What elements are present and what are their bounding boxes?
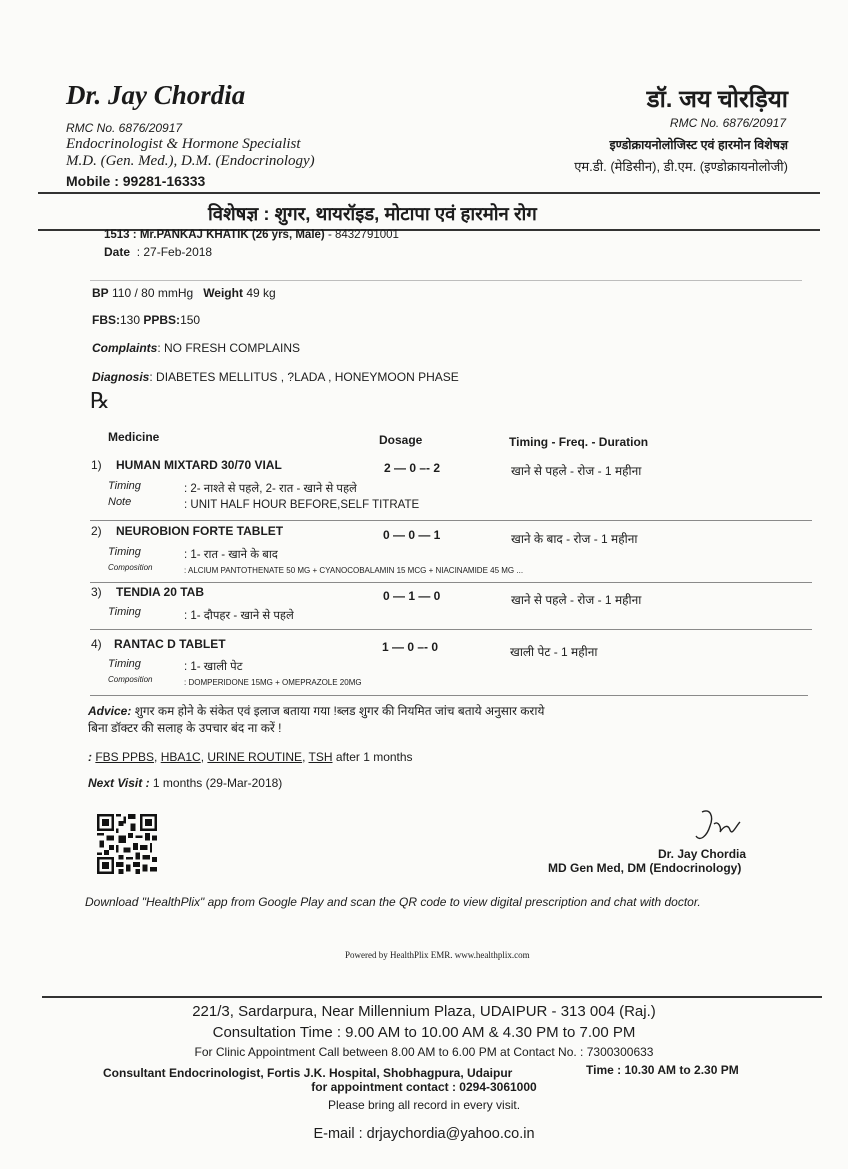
medicine-3-name: TENDIA 20 TAB bbox=[116, 585, 205, 599]
medicine-4-name: RANTAC D TABLET bbox=[114, 637, 226, 651]
medicine-1-note: : UNIT HALF HOUR BEFORE,SELF TITRATE bbox=[184, 499, 420, 511]
medicine-3-timing-label: Timing bbox=[108, 606, 141, 618]
header-medicine: Medicine bbox=[108, 430, 160, 444]
medicine-3-number: 3) bbox=[91, 585, 102, 599]
footer-email: E-mail : drjaychordia@yahoo.co.in bbox=[313, 1126, 535, 1142]
medicine-2-composition-label: Composition bbox=[108, 563, 153, 572]
ppbs-label: PPBS: bbox=[143, 313, 181, 327]
medicine-1-timing: खाने से पहले - रोज - 1 महीना bbox=[511, 464, 642, 478]
weight-value: 49 kg bbox=[246, 286, 276, 300]
doctor-name-english: Dr. Jay Chordia bbox=[66, 80, 246, 110]
footer-appointment: For Clinic Appointment Call between 8.00 AM to 6.00 PM at Contact No. : 7300300633 bbox=[194, 1045, 654, 1059]
fbs-label: FBS: bbox=[92, 313, 120, 327]
medicine-1-timing-detail: : 2- नाश्ते से पहले, 2- रात - खाने से पहले bbox=[184, 483, 357, 495]
vitals-line bbox=[92, 286, 276, 300]
diagnosis-label: Diagnosis bbox=[92, 370, 150, 384]
specialty-english: Endocrinologist & Hormone Specialist bbox=[66, 136, 301, 152]
weight-label: Weight bbox=[203, 286, 243, 300]
footer-divider bbox=[42, 996, 822, 998]
medicine-2-timing-detail: : 1- रात - खाने के बाद bbox=[184, 549, 278, 561]
bp-value: 110 / 80 mmHg bbox=[112, 286, 194, 300]
tests-separator-2: , bbox=[200, 750, 208, 764]
footer-fortis-contact: for appointment contact : 0294-3061000 bbox=[311, 1080, 537, 1094]
patient-phone: - 8432791001 bbox=[324, 229, 399, 241]
footer-address: 221/3, Sardarpura, Near Millennium Plaza, UDAIPUR - 313 004 (Raj.) bbox=[192, 1003, 656, 1020]
signature-name: Dr. Jay Chordia bbox=[658, 847, 747, 861]
header-timing: Timing - Freq. - Duration bbox=[509, 435, 649, 449]
diagnosis-line bbox=[92, 370, 459, 384]
tests-separator-3: , bbox=[302, 750, 309, 764]
patient-id: 1513 bbox=[104, 229, 130, 241]
test-urine-routine[interactable]: URINE ROUTINE bbox=[207, 750, 303, 764]
powered-by: Powered by HealthPlix EMR. www.healthplix.com bbox=[345, 950, 530, 960]
date-line bbox=[104, 245, 212, 259]
medicine-3-timing: खाने से पहले - रोज - 1 महीना bbox=[511, 593, 642, 607]
fbs-value: 130 bbox=[120, 313, 141, 327]
medicine-2-timing-label: Timing bbox=[108, 546, 141, 558]
date-label: Date bbox=[104, 245, 131, 259]
next-visit-line bbox=[88, 776, 282, 790]
medicine-2-name: NEUROBION FORTE TABLET bbox=[116, 524, 284, 538]
medicine-4-timing-detail: : 1- खाली पेट bbox=[184, 661, 243, 673]
degree-english: M.D. (Gen. Med.), D.M. (Endocrinology) bbox=[66, 153, 315, 169]
degree-hindi: एम.डी. (मेडिसीन), डी.एम. (इण्डोक्रायनोलोजी) bbox=[574, 159, 788, 174]
header-divider bbox=[38, 192, 820, 194]
complaints-value: : NO FRESH COMPLAINS bbox=[157, 341, 301, 355]
medicine-4-number: 4) bbox=[91, 637, 102, 651]
sugar-line bbox=[92, 313, 200, 327]
rx-symbol: ℞ bbox=[90, 388, 110, 413]
patient-id-separator: : bbox=[132, 229, 137, 241]
complaints-line bbox=[92, 341, 300, 355]
medicine-2-number: 2) bbox=[91, 524, 102, 538]
medicine-4-timing: खाली पेट - 1 महीना bbox=[510, 645, 598, 659]
signature-degree: MD Gen Med, DM (Endocrinology) bbox=[548, 861, 742, 875]
patient-divider bbox=[90, 280, 802, 281]
rmc-number-english: RMC No. 6876/20917 bbox=[66, 121, 183, 135]
specialty-banner: विशेषज्ञ : शुगर, थायरॉइड, मोटापा एवं हारमोन रोग bbox=[208, 203, 537, 224]
patient-name: Mr.PANKAJ KHATIK (26 yrs, Male) bbox=[139, 229, 325, 241]
download-note: Download "HealthPlix" app from Google Play and scan the QR code to view digital prescription and chat with doctor. bbox=[85, 895, 701, 909]
complaints-label: Complaints bbox=[92, 341, 158, 355]
advice-label: Advice: bbox=[88, 704, 132, 718]
footer-records-note: Please bring all record in every visit. bbox=[327, 1098, 521, 1112]
diagnosis-value: : DIABETES MELLITUS , ?LADA , HONEYMOON PHASE bbox=[149, 370, 459, 384]
doctor-name-hindi: डॉ. जय चोरड़िया bbox=[646, 86, 788, 113]
tests-suffix: after 1 months bbox=[332, 750, 413, 764]
medicine-2-composition: : ALCIUM PANTOTHENATE 50 MG + CYANOCOBALAMIN 15 MCG + NIACINAMIDE 45 MG ... bbox=[184, 566, 524, 575]
footer-consultation-time: Consultation Time : 9.00 AM to 10.00 AM & 4.30 PM to 7.00 PM bbox=[212, 1024, 636, 1041]
medicine-1-dosage: 2 — 0 –- 2 bbox=[384, 461, 441, 475]
medicine-2-dosage: 0 — 0 — 1 bbox=[383, 528, 441, 542]
medicine-2-timing: खाने के बाद - रोज - 1 महीना bbox=[511, 532, 638, 546]
medicine-1-name: HUMAN MIXTARD 30/70 VIAL bbox=[116, 458, 282, 472]
date-separator: : bbox=[136, 245, 141, 259]
medicine-1-note-label: Note bbox=[108, 496, 132, 508]
medicine-divider-1 bbox=[90, 520, 812, 521]
medicine-divider-3 bbox=[90, 629, 812, 630]
next-visit-value: 1 months (29-Mar-2018) bbox=[149, 776, 283, 790]
medicine-4-dosage: 1 — 0 –- 0 bbox=[382, 640, 439, 654]
advice-text-2: बिना डॉक्टर की सलाह के उपचार बंद ना करें ! bbox=[88, 721, 282, 735]
signature-mark bbox=[692, 806, 742, 848]
rmc-number-hindi: RMC No. 6876/20917 bbox=[669, 116, 786, 130]
medicine-divider-2 bbox=[90, 582, 812, 583]
medicine-1-number: 1) bbox=[91, 458, 102, 472]
medicine-4-composition: : DOMPERIDONE 15MG + OMEPRAZOLE 20MG bbox=[184, 678, 362, 687]
medicine-4-composition-label: Composition bbox=[108, 675, 153, 684]
tests-line bbox=[88, 750, 413, 764]
advice-line-1 bbox=[88, 702, 544, 719]
qr-code-icon[interactable] bbox=[97, 814, 157, 874]
medicine-1-timing-label: Timing bbox=[108, 480, 141, 492]
test-hba1c[interactable]: HBA1C bbox=[160, 750, 201, 764]
header-dosage: Dosage bbox=[379, 433, 423, 447]
medicine-4-timing-label: Timing bbox=[108, 658, 141, 670]
footer-fortis-time: Time : 10.30 AM to 2.30 PM bbox=[586, 1063, 739, 1077]
tests-separator-1: , bbox=[154, 750, 161, 764]
medicine-divider-4 bbox=[90, 695, 808, 696]
test-tsh[interactable]: TSH bbox=[308, 750, 333, 764]
next-visit-label: Next Visit : bbox=[88, 776, 150, 790]
advice-text-1: शुगर कम होने के संकेत एवं इलाज बताया गया !ब्लड शुगर की नियमित जांच बताये अनुसार कराये bbox=[131, 704, 545, 718]
tests-prefix: : bbox=[88, 750, 96, 764]
medicine-3-timing-detail: : 1- दौपहर - खाने से पहले bbox=[184, 610, 294, 622]
prescription-date: 27-Feb-2018 bbox=[143, 245, 213, 259]
test-fbs-ppbs[interactable]: FBS PPBS bbox=[95, 750, 155, 764]
bp-label: BP bbox=[92, 286, 109, 300]
mobile-number: Mobile : 99281-16333 bbox=[66, 173, 206, 189]
medicine-3-dosage: 0 — 1 — 0 bbox=[383, 589, 441, 603]
ppbs-value: 150 bbox=[180, 313, 201, 327]
specialty-hindi: इण्डोक्रायनोलोजिस्ट एवं हारमोन विशेषज्ञ bbox=[609, 138, 788, 152]
footer-fortis: Consultant Endocrinologist, Fortis J.K. Hospital, Shobhagpura, Udaipur bbox=[103, 1066, 513, 1080]
patient-line bbox=[104, 229, 399, 241]
